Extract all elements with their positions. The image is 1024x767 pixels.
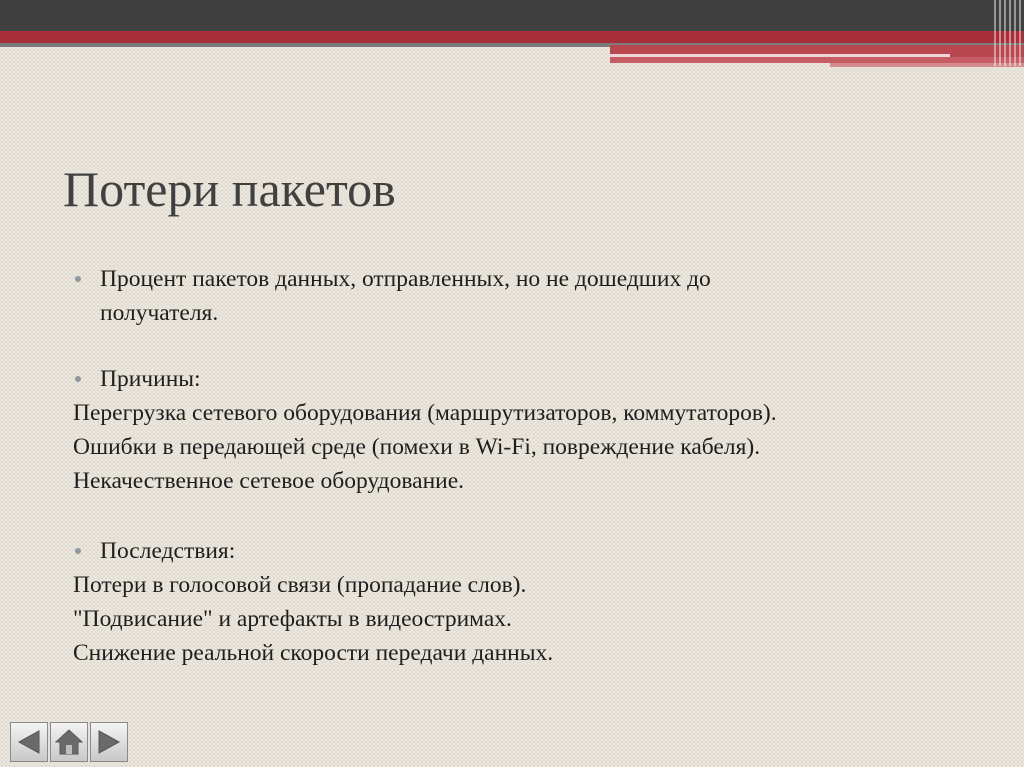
causes-heading: Причины: bbox=[100, 366, 201, 392]
slide-content bbox=[73, 262, 993, 670]
arrow-right-icon bbox=[95, 728, 123, 756]
cause-item: Некачественное сетевое оборудование. bbox=[73, 468, 465, 494]
bullet-definition bbox=[73, 262, 993, 330]
consequence-item: "Подвисание" и артефакты в видеостримах. bbox=[73, 606, 512, 632]
slide-navigation bbox=[10, 722, 128, 764]
bullet-causes bbox=[73, 362, 993, 396]
header-corner-stripes bbox=[994, 0, 1024, 66]
cause-item: Перегрузка сетевого оборудования (маршрутизаторов, коммутаторов). bbox=[73, 400, 777, 426]
cause-item: Ошибки в передающей среде (помехи в Wi-Fi, повреждение кабеля). bbox=[73, 434, 761, 460]
definition-line-2: получателя. bbox=[100, 300, 219, 326]
consequence-item: Потери в голосовой связи (пропадание слов). bbox=[73, 572, 527, 598]
header-red-band bbox=[0, 31, 1024, 43]
arrow-left-icon bbox=[15, 728, 43, 756]
definition-line-1: Процент пакетов данных, отправленных, но не дошедших до bbox=[100, 266, 711, 292]
consequences-heading: Последствия: bbox=[100, 538, 236, 564]
home-icon bbox=[54, 727, 84, 757]
bullet-consequences bbox=[73, 534, 993, 568]
slide-title: Потери пакетов bbox=[63, 161, 396, 217]
header-dark-band bbox=[0, 0, 1024, 31]
home-button[interactable] bbox=[50, 722, 88, 762]
consequence-item: Снижение реальной скорости передачи данных. bbox=[73, 640, 554, 666]
next-slide-button[interactable] bbox=[90, 722, 128, 762]
previous-slide-button[interactable] bbox=[10, 722, 48, 762]
